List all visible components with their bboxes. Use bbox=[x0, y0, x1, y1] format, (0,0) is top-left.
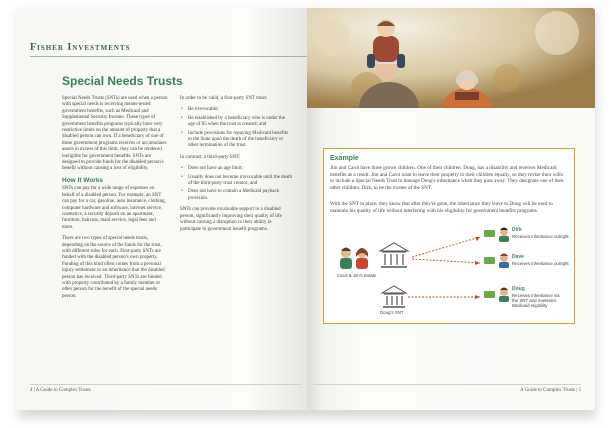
closing-paragraph: SNTs can provide invaluable support to a disabled person, significantly improving their quality of life without causing a disruption in their ability to participate in government benefit programs. bbox=[180, 207, 282, 232]
dave-avatar bbox=[499, 254, 509, 269]
page-footer-right: A Guide to Complex Trusts | 5 bbox=[519, 388, 581, 393]
inheritance-diagram bbox=[330, 227, 570, 321]
dave-name: Dave bbox=[512, 254, 524, 260]
dirk-avatar bbox=[499, 228, 509, 243]
how-it-works-heading: How It Works bbox=[62, 176, 104, 184]
right-page bbox=[307, 8, 595, 410]
list-item: • Usually does not become irrevocable until the death of the third-party trust creator; and bbox=[180, 175, 292, 188]
list-item: • Be established by a beneficiary who is under the age of 65 when the trust is created; and bbox=[180, 116, 292, 129]
left-column bbox=[62, 96, 168, 305]
first-party-intro: In order to be valid, a first-party SNT must: bbox=[180, 96, 268, 101]
brand-name: Fisher Investments bbox=[30, 42, 131, 53]
page-title: Special Needs Trusts bbox=[62, 74, 183, 88]
snt-building-icon bbox=[382, 286, 406, 307]
list-item: • Be irrevocable; bbox=[180, 107, 292, 113]
footer-divider bbox=[30, 384, 301, 385]
doug-description-line-2: the SNT and maintains bbox=[512, 298, 557, 303]
doug-description-line-3: Medicaid eligibility bbox=[512, 303, 548, 308]
left-page bbox=[16, 8, 307, 410]
page-footer-left: 4 | A Guide to Complex Trusts bbox=[30, 388, 91, 393]
dave-description: Receives inheritance outright bbox=[512, 261, 569, 266]
doug-description-line-1: Receives inheritance via bbox=[512, 293, 560, 298]
example-paragraph-1: Jim and Carol have three grown children. One of their children, Doug, has a disability and receives Medicaid benefits as a result. Jim and Carol want to leave their property to their children equally, so they revise their wills to include a Special Needs Trust to manage Doug's inheritance when they pass away. They designate one of their other children, Dirk, to be the trustee of the SNT. bbox=[330, 165, 565, 191]
inheritance-arrows bbox=[408, 237, 480, 297]
dirk-name: Dirk bbox=[512, 227, 522, 233]
expenses-paragraph: SNTs can pay for a wide range of expenses on behalf of a disabled person. For example, an SNT can pay for a car, gasoline, auto insurance, clothing, computer hardware and software, internet service, cosmetics, a security deposit on an apartment, furniture, haircuts, maid service, legal fees and more. bbox=[62, 186, 166, 230]
list-item: • Does not have an age limit; bbox=[180, 166, 292, 172]
third-party-intro: In contrast, a third-party SNT: bbox=[180, 154, 241, 160]
third-party-list bbox=[180, 166, 292, 202]
doug-avatar bbox=[499, 288, 509, 303]
arrow-heads bbox=[475, 237, 480, 299]
parents-icon bbox=[340, 248, 368, 270]
intro-paragraph: Special Needs Trusts (SNTs) are used when a person with special needs is receiving means-tested government benefits, such as Medicaid and Supplemental Security Income. These types of government benefits programs typically have very restrictive limits on the amount of property that a disabled person can own. If a beneficiary of one of these government programs receives or accumulates assets in excess of this limit, they can be rendered ineligible for government benefits. SNTs are designed to provide funds for the disabled person's benefit without causing a loss of eligibility. bbox=[62, 96, 168, 172]
list-item: • Does not have to contain a Medicaid payback provision. bbox=[180, 189, 292, 202]
brand-divider bbox=[30, 56, 307, 57]
snt-label: Doug's SNT bbox=[380, 310, 404, 315]
estate-building-icon bbox=[380, 243, 408, 267]
family-photo bbox=[307, 8, 595, 108]
example-paragraph-2: With the SNT in place, they know that after they're gone, the inheritance they leave to Doug will be used to maintain his quality of life without interfering with his eligibility for government benefits programs. bbox=[330, 201, 553, 214]
list-item: • Include provisions for repaying Medicaid benefits to the State upon the death of the beneficiary or other termination of the trust. bbox=[180, 131, 292, 150]
right-column bbox=[180, 96, 292, 238]
first-party-list bbox=[180, 107, 292, 149]
types-paragraph: There are two types of special needs trusts, depending on the source of the funds for the trust, with different rules for each. First-party SNTs are funded with the disabled person's own property. Funding of this kind often comes from a personal injury settlement or an inheritance that the disabled person has received. Third-party SNTs are funded with property contributed by a family member or other person for the benefit of the special needs person. bbox=[62, 236, 165, 299]
doug-name: Doug bbox=[512, 286, 525, 292]
money-icons bbox=[484, 230, 495, 298]
example-heading: Example bbox=[330, 155, 359, 162]
footer-divider bbox=[313, 384, 581, 385]
dirk-description: Receives inheritance outright bbox=[512, 234, 569, 239]
family-photo-illustration bbox=[307, 8, 595, 108]
estate-label: Carol & Jim's Estate bbox=[337, 273, 377, 278]
example-box bbox=[323, 148, 575, 324]
